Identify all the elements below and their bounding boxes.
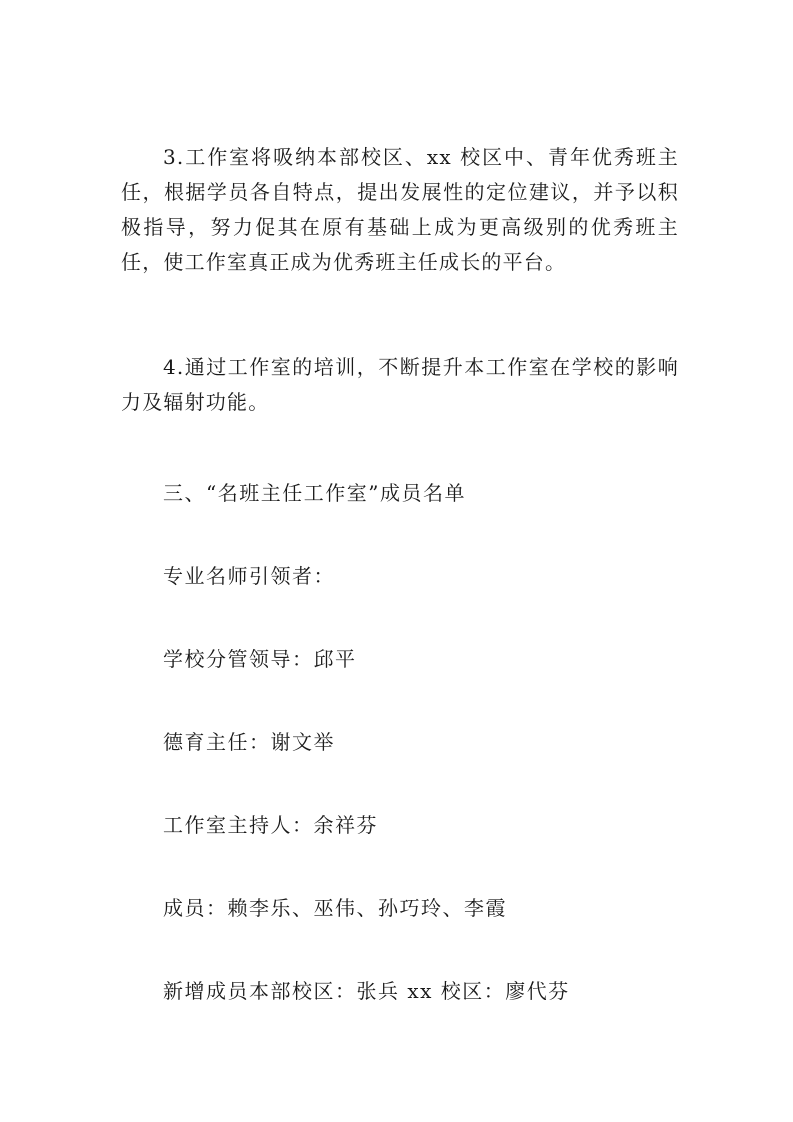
paragraph-4-text: 4.通过工作室的培训，不断提升本工作室在学校的影响力及辐射功能。	[121, 355, 679, 414]
host-line: 工作室主持人：余祥芬	[163, 813, 378, 837]
expert-leader-line: 专业名师引领者：	[163, 564, 335, 588]
new-members-line: 新增成员本部校区：张兵 xx 校区：廖代芬	[163, 979, 570, 1003]
paragraph-3-text: 3.工作室将吸纳本部校区、xx 校区中、青年优秀班主任，根据学员各自特点，提出发展性的定位建议，并予以积极指导，努力促其在原有基础上成为更高级别的优秀班主任，使工作室真正成为优秀班主任成长的平台。	[121, 145, 679, 274]
members-line: 成员：赖李乐、巫伟、孙巧玲、李霞	[163, 896, 507, 920]
moral-director-line: 德育主任：谢文举	[163, 730, 335, 754]
section-heading: 三、“名班主任工作室”成员名单	[163, 481, 466, 505]
school-leader-line: 学校分管领导：邱平	[163, 647, 357, 671]
paragraph-4	[121, 350, 679, 420]
paragraph-3	[121, 140, 679, 280]
